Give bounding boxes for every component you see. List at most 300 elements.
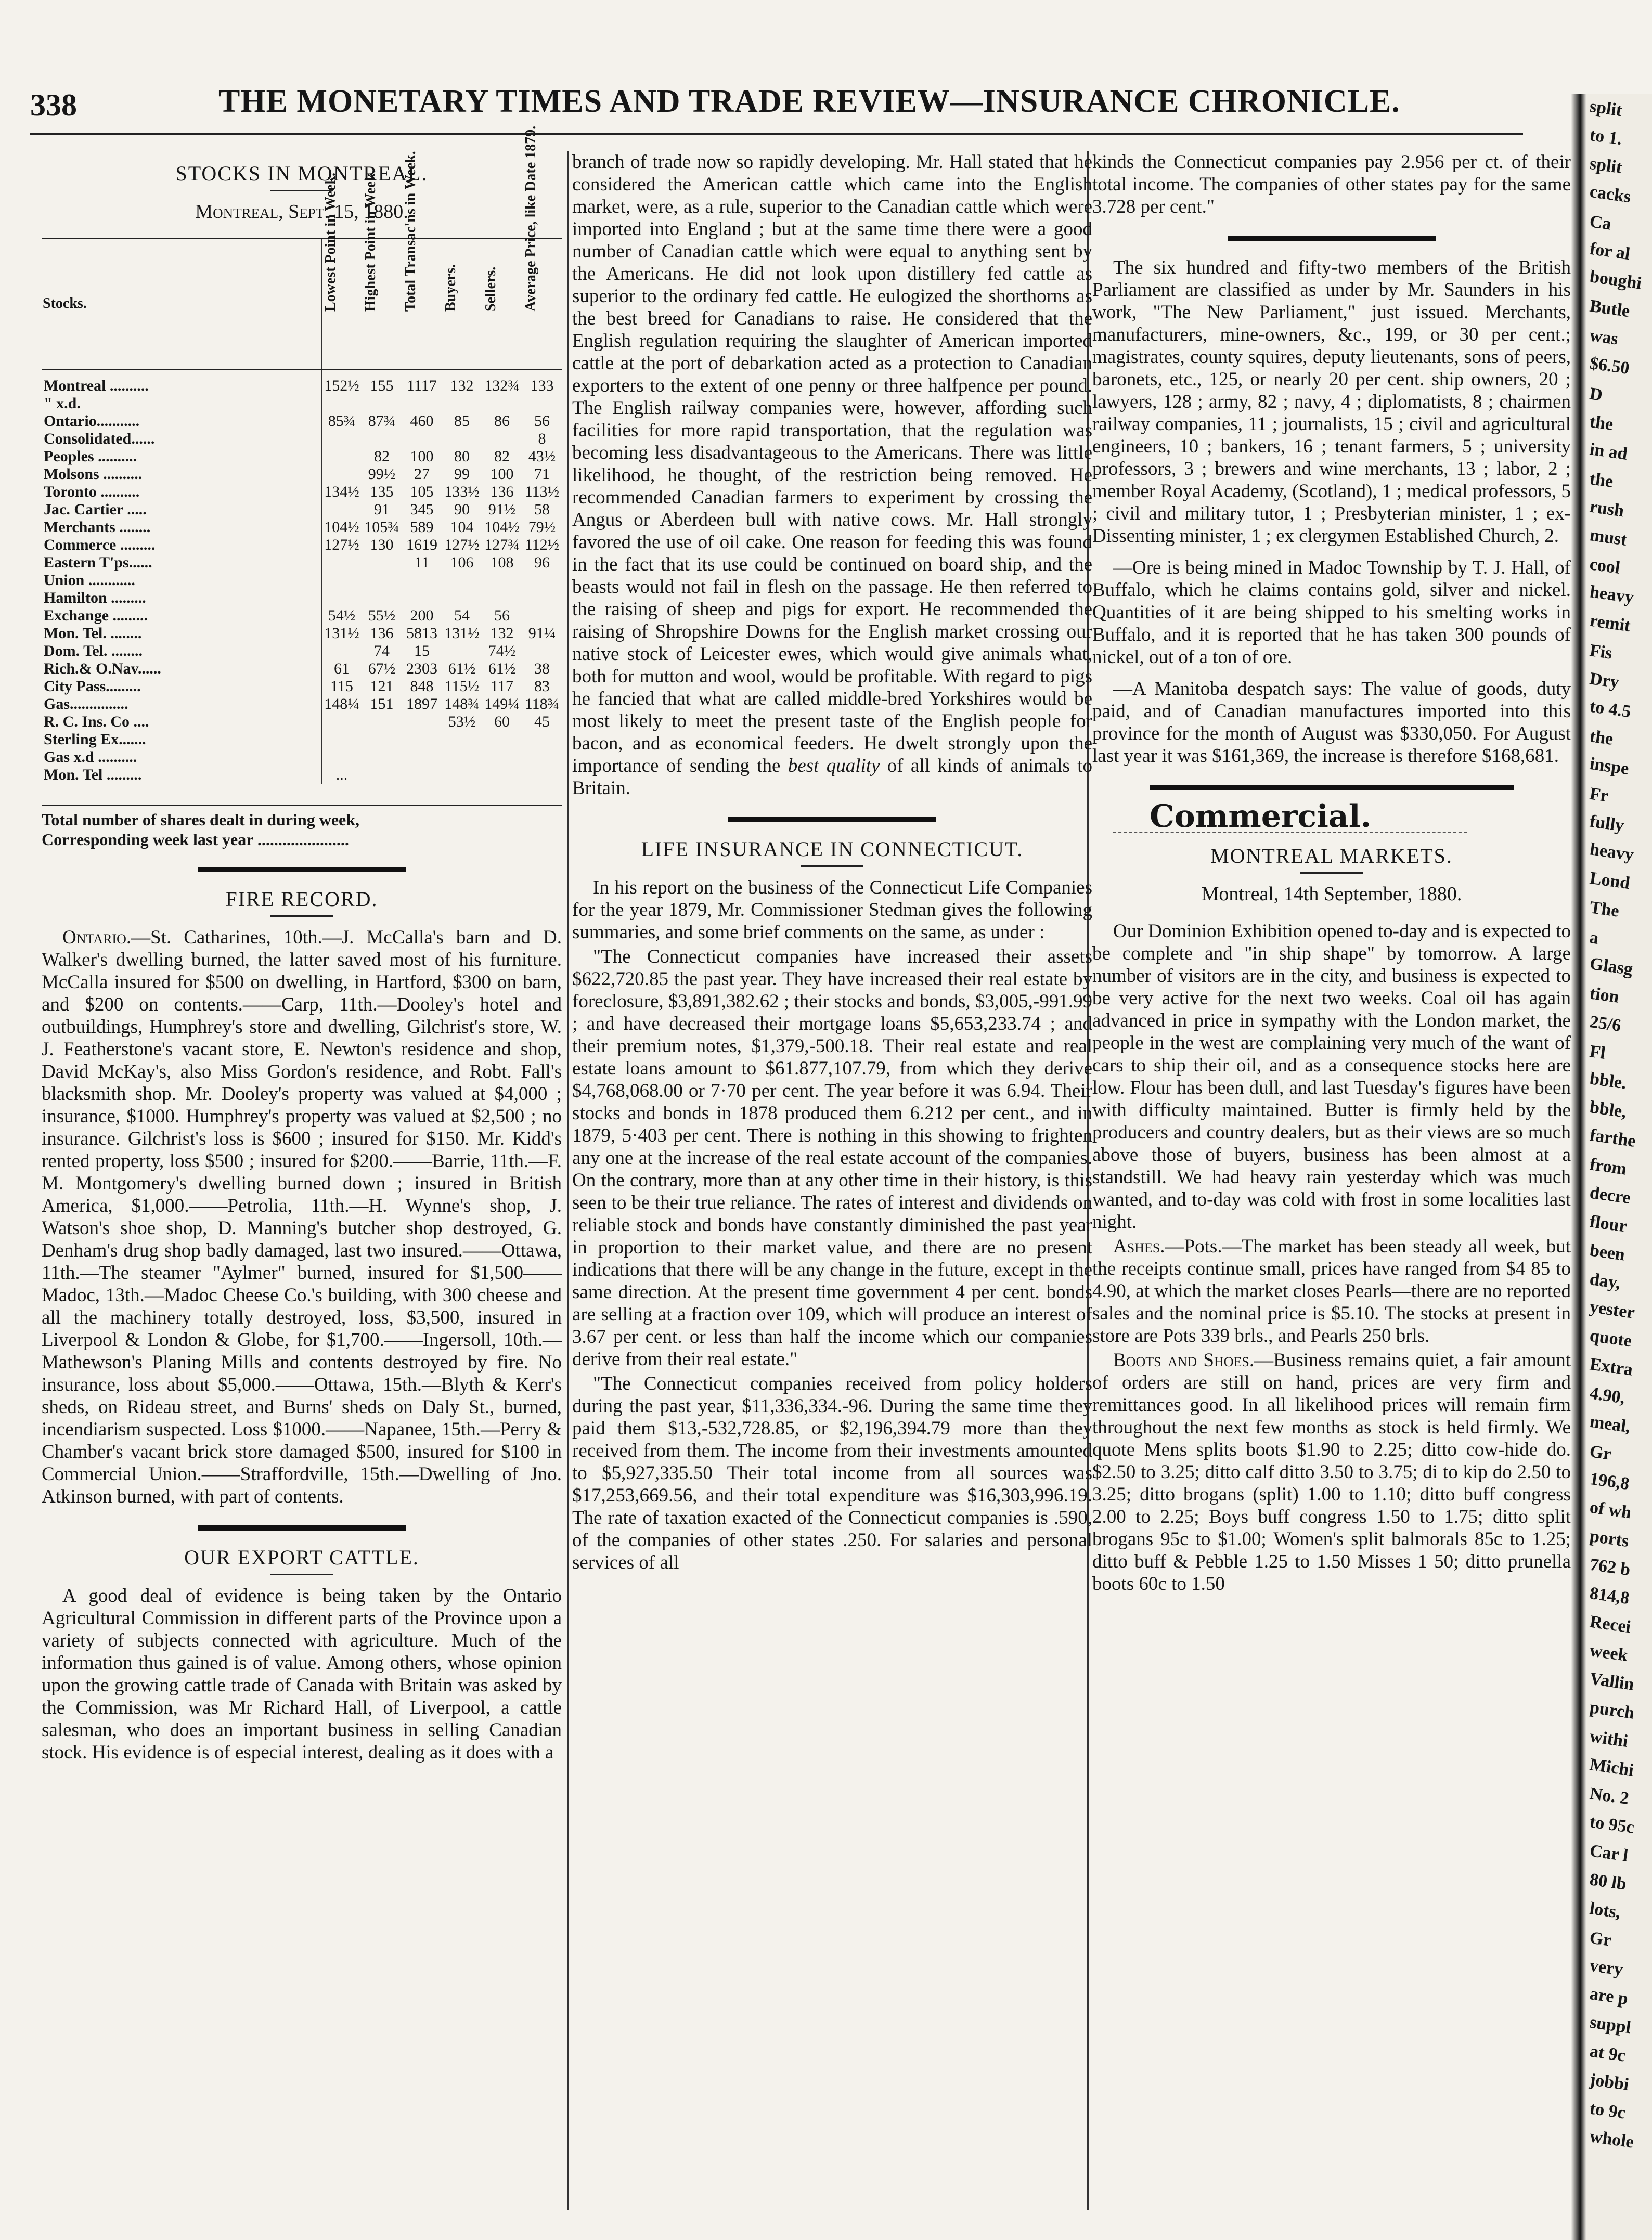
table-cell — [362, 395, 402, 412]
table-cell — [482, 731, 522, 748]
table-row — [42, 536, 562, 554]
cattle-text-b-main: branch of trade now so rapidly developing. Mr. Hall stated that he considered the American cattle which came into the English market, were, as a rule, superior to the Canadian cattle which were imported into England ; but at the same time there were a good number of Canadian cattle which were equal to anything sent by the Americans. He did not look upon distillery fed cattle as superior to the ordinary fed cattle. He eulogized the shorthorns as the best breed for Canadians to raise. He considered that the English regulation requiring the slaughter of American imported cattle at the port of debarkation acted as a protection to Canadian exporters to the extent of one penny or three halfpence per pound. The English railway companies were, however, affording such facilities for more rapid transportation, that the regulation was becoming less disadvantageous to the Americans. There was little likelihood, he thought, of the restriction being removed. He recommended Canadian farmers to experiment by crossing the Angus or Aberdeen bull with native cows. Mr. Hall strongly favored the use of oil cake. One reason for feeding this was found in the fact that its use could be continued on board ship, and the beasts would not fail in flesh on the passage. He then referred to the raising of sheep and pigs for export. He recommended the raising of Shropshire Downs for the English market crossing our native stock of Leicester ewes, which would give animals what, both for mutton and wool, would be profitable. With regard to pigs he fancied that what are called middle-bred Yorkshires would be most likely to meet the present taste of the English people for bacon, and as economical feeders. He dwelt strongly upon the importance of sending the — [572, 151, 1092, 776]
running-head: THE MONETARY TIMES AND TRADE REVIEW—INSURANCE CHRONICLE. — [218, 84, 1400, 119]
column-3 — [1092, 151, 1571, 1597]
strip-fragment: 80 lb — [1588, 1870, 1628, 1894]
table-row — [42, 748, 562, 766]
strip-fragment: split — [1588, 153, 1623, 178]
stock-name: R. C. Ins. Co .... — [44, 713, 149, 730]
title-rule — [270, 915, 333, 917]
table-cell: 61½ — [482, 660, 522, 678]
strip-fragment: meal, — [1588, 1412, 1632, 1437]
table-row — [42, 678, 562, 695]
strip-fragment: suppl — [1588, 2012, 1632, 2038]
table-cell: 99½ — [362, 465, 402, 483]
strip-fragment: 762 b — [1588, 1555, 1632, 1580]
table-cell: 132¾ — [482, 369, 522, 395]
table-cell: 133½ — [442, 483, 482, 501]
table-cell: 118¾ — [522, 695, 562, 713]
stock-name: City Pass......... — [44, 678, 141, 695]
table-cell: 15 — [402, 642, 442, 660]
table-cell — [402, 572, 442, 589]
strip-fragment: yester — [1588, 1297, 1636, 1323]
strip-fragment: Fr — [1588, 784, 1610, 806]
table-cell: 155 — [362, 369, 402, 395]
strip-fragment: the — [1588, 412, 1615, 434]
table-cell — [362, 731, 402, 748]
title-rule — [1300, 872, 1363, 874]
table-cell: 1619 — [402, 536, 442, 554]
table-cell: 67½ — [362, 660, 402, 678]
table-cell — [482, 395, 522, 412]
strip-fragment: Butle — [1588, 296, 1631, 321]
strip-fragment: Gr — [1588, 1442, 1612, 1464]
stocks-title: STOCKS IN MONTREAL. — [175, 162, 428, 185]
strip-fragment: Lond — [1588, 868, 1631, 894]
table-cell — [362, 572, 402, 589]
stock-name: Molsons .......... — [44, 465, 143, 483]
strip-fragment: Fl — [1588, 1042, 1607, 1063]
header-rule — [30, 133, 1523, 135]
table-row — [42, 766, 562, 784]
fire-province: Ontario. — [62, 927, 132, 948]
strip-fragment: must — [1588, 525, 1629, 550]
table-cell: 43½ — [522, 448, 562, 465]
strip-fragment: Glasg — [1588, 954, 1634, 979]
table-row — [42, 695, 562, 713]
strip-fragment: decre — [1588, 1183, 1632, 1208]
strip-fragment: 814,8 — [1588, 1583, 1631, 1609]
table-cell — [362, 748, 402, 766]
fire-text — [42, 926, 562, 1508]
table-row — [42, 713, 562, 731]
table-cell: 104½ — [322, 519, 362, 536]
strip-fragment: of wh — [1588, 1497, 1633, 1523]
table-row — [42, 572, 562, 589]
section-rule — [198, 867, 406, 872]
table-cell — [522, 642, 562, 660]
table-cell — [442, 572, 482, 589]
table-cell: 90 — [442, 501, 482, 519]
stock-name: Union ............ — [44, 572, 135, 589]
table-cell: 85¾ — [322, 412, 362, 430]
strip-fragment: 25/6 — [1588, 1012, 1622, 1036]
section-rule — [198, 1525, 406, 1531]
table-cell — [442, 766, 482, 784]
stock-name: Sterling Ex....... — [44, 731, 146, 748]
strip-fragment: Recei — [1588, 1612, 1632, 1637]
table-cell: 61½ — [442, 660, 482, 678]
strip-fragment: at 9c — [1588, 2041, 1627, 2066]
table-cell: 1897 — [402, 695, 442, 713]
table-cell — [322, 501, 362, 519]
table-cell: 460 — [402, 412, 442, 430]
table-cell: 200 — [402, 607, 442, 625]
table-cell — [362, 766, 402, 784]
table-cell: 104 — [442, 519, 482, 536]
table-cell: 112½ — [522, 536, 562, 554]
title-rule — [801, 865, 863, 867]
table-cell — [322, 395, 362, 412]
table-cell — [322, 430, 362, 448]
table-cell: 121 — [362, 678, 402, 695]
table-cell: 848 — [402, 678, 442, 695]
strip-fragment: was — [1588, 326, 1620, 349]
table-cell — [442, 731, 482, 748]
table-cell: 132 — [442, 369, 482, 395]
table-cell: 589 — [402, 519, 442, 536]
table-cell: 80 — [442, 448, 482, 465]
table-cell: 8 — [522, 430, 562, 448]
table-row — [42, 501, 562, 519]
table-cell: 345 — [402, 501, 442, 519]
stock-name: Eastern T'ps...... — [44, 554, 152, 571]
table-cell: 134½ — [322, 483, 362, 501]
strip-fragment: to 9c — [1588, 2099, 1627, 2123]
section-rule — [728, 817, 936, 822]
stock-name: Ontario........... — [44, 412, 140, 430]
table-cell — [402, 748, 442, 766]
table-cell: 148¼ — [322, 695, 362, 713]
stock-name: " x.d. — [44, 395, 81, 412]
table-row — [42, 607, 562, 625]
table-cell: 79½ — [522, 519, 562, 536]
stock-name: Exchange ......... — [44, 607, 148, 624]
table-cell — [322, 465, 362, 483]
table-row — [42, 625, 562, 642]
stocks-footer-total: Total number of shares dealt in during week, — [42, 810, 360, 829]
table-cell — [362, 713, 402, 731]
table-cell — [322, 589, 362, 607]
col-header-sellers: Sellers. — [482, 238, 522, 369]
column-2 — [572, 151, 1092, 1576]
page-gutter-shadow — [1571, 94, 1586, 2240]
table-cell — [322, 748, 362, 766]
table-cell: 11 — [402, 554, 442, 572]
strip-fragment: Ca — [1588, 212, 1613, 234]
table-cell: 127¾ — [482, 536, 522, 554]
table-cell: 100 — [482, 465, 522, 483]
table-cell: 91½ — [482, 501, 522, 519]
col-header-stocks: Stocks. — [42, 238, 322, 369]
stocks-dateline: Montreal, Sept. 15, 1880. — [195, 201, 408, 223]
strip-fragment: in ad — [1588, 439, 1629, 464]
table-cell — [362, 554, 402, 572]
life-intro: In his report on the business of the Connecticut Life Companies for the year 1879, Mr. Commissioner Stedman gives the following summaries, and some brief comments on the same, as under : — [572, 877, 1092, 943]
table-cell — [402, 395, 442, 412]
table-cell: 149¼ — [482, 695, 522, 713]
ashes-lead: Ashes. — [1113, 1236, 1165, 1257]
table-cell — [522, 395, 562, 412]
life-title: LIFE INSURANCE IN CONNECTICUT. — [641, 837, 1024, 861]
table-cell: 82 — [362, 448, 402, 465]
table-cell: 91¼ — [522, 625, 562, 642]
table-row — [42, 395, 562, 412]
stock-name: Gas x.d .......... — [44, 748, 137, 766]
strip-fragment: heavy — [1588, 839, 1635, 865]
col-header-buyers: Buyers. — [442, 238, 482, 369]
strip-fragment: are p — [1588, 1984, 1630, 2009]
table-cell — [402, 731, 442, 748]
strip-fragment: Extra — [1588, 1354, 1634, 1380]
table-cell: 56 — [482, 607, 522, 625]
strip-fragment: flour — [1588, 1212, 1629, 1236]
stock-name: Rich.& O.Nav...... — [44, 660, 161, 677]
table-row — [42, 430, 562, 448]
table-cell — [482, 766, 522, 784]
ore-note: —Ore is being mined in Madoc Township by T. J. Hall, of Buffalo, which he claims contains gold, silver and nickel. Quantities of it are being shipped to his smelting works in Buffalo, and it is reported that he has taken 300 pounds of nickel, out of a ton of ore. — [1092, 557, 1571, 668]
strip-fragment: 4.90, — [1588, 1383, 1627, 1408]
strip-fragment: farthe — [1588, 1125, 1637, 1151]
table-cell — [402, 430, 442, 448]
table-cell — [322, 448, 362, 465]
table-cell: 113½ — [522, 483, 562, 501]
table-cell — [522, 731, 562, 748]
table-cell — [322, 731, 362, 748]
table-cell: 45 — [522, 713, 562, 731]
stock-name: Jac. Cartier ..... — [44, 501, 147, 518]
strip-fragment: cacks — [1588, 182, 1632, 207]
table-cell: 132 — [482, 625, 522, 642]
table-cell — [482, 572, 522, 589]
table-cell — [522, 766, 562, 784]
life-quote-1: "The Connecticut companies have increased their assets $622,720.85 the past year. They have increased their real estate by foreclosure, $3,891,382.62 ; their stocks and bonds, $3,005,-991.99 ; and have decreased their mortgage loans $5,653,233.74 ; and their premium notes, $1,379,-500.18. Their real estate and real estate loans amount to $61.877,107.79, from which they derive $4,768,068.00 or 7·70 per cent. The year before it was 6.94. Their stocks and bonds in 1878 produced them 6.212 per cent., and in 1879, 5·403 per cent. There is nothing in this showing to frighten any one at the increase of the real estate account of the companies. On the contrary, more than at any other time in their history, is this seen to be their true reliance. The rates of interest and dividends on reliable stock and bonds have constantly diminished the past year in proportion to their market value, and there are no present indications that there will be any change in the future, except in the same direction. At the present time government 4 per cent. bonds are selling at a fraction over 109, which will produce an interest of 3.67 per cent. or less than half the income which our companies derive from their real estate." — [572, 946, 1092, 1370]
strip-fragment: fully — [1588, 811, 1625, 836]
stocks-footer — [42, 805, 562, 849]
cattle-text-b — [572, 151, 1092, 799]
table-cell: 53½ — [442, 713, 482, 731]
table-cell: 38 — [522, 660, 562, 678]
boots-lead: Boots and Shoes. — [1113, 1350, 1255, 1371]
stock-name: Dom. Tel. ........ — [44, 642, 143, 659]
strip-fragment: bble, — [1588, 1097, 1628, 1122]
col-header-highest: Highest Point in Week. — [362, 238, 402, 369]
stock-name: Peoples .......... — [44, 448, 137, 465]
column-1 — [42, 125, 562, 1766]
table-cell: 27 — [402, 465, 442, 483]
col-header-average: Average Price, like Date 1879. — [522, 238, 562, 369]
strip-fragment: $6.50 — [1588, 353, 1631, 379]
strip-fragment: Car l — [1588, 1841, 1630, 1866]
table-cell — [482, 748, 522, 766]
manitoba-note: —A Manitoba despatch says: The value of goods, duty paid, and of Canadian manufactures imported into this province for the month of August was $330,050. For August last year it was $161,369, the increase is therefore $168,681. — [1092, 678, 1571, 767]
table-cell: 151 — [362, 695, 402, 713]
strip-fragment: No. 2 — [1588, 1783, 1630, 1809]
table-cell — [442, 395, 482, 412]
table-cell — [482, 430, 522, 448]
table-row — [42, 369, 562, 395]
table-cell — [442, 430, 482, 448]
table-cell: 117 — [482, 678, 522, 695]
strip-fragment: a — [1588, 928, 1600, 949]
stock-name: Mon. Tel. ........ — [44, 625, 142, 642]
parliament-note: The six hundred and fifty-two members of the British Parliament are classified as under by Mr. Saunders in his work, "The New Parliament," just issued. Merchants, manufacturers, mine-owners, &c., 199, or 30 per cent.; magistrates, county squires, deputy lieutenants, sons of peers, baronets, etc., 125, or nearly 20 per cent. ship owners, 20 ; lawyers, 128 ; army, 82 ; navy, 4 ; diplomatists, 8 ; chairmen railway companies, 11 ; journalists, 15 ; civil and agricultural engineers, 10 ; bankers, 16 ; tenant farmers, 5 ; university professors, 3 ; brewers and wine merchants, 13 ; labor, 2 ; member Royal Academy, (Scotland), 1 ; medical professors, 5 ; civil and military tutor, 1 ; Presbyterian minister, 1 ; ex-Dissenting minister, 1 ; ex clergymen Established Church, 2. — [1092, 257, 1571, 547]
strip-fragment: from — [1588, 1155, 1628, 1179]
table-cell: 127½ — [442, 536, 482, 554]
table-cell: 55½ — [362, 607, 402, 625]
table-cell — [442, 589, 482, 607]
table-cell: 115½ — [442, 678, 482, 695]
facing-page-strip — [1586, 94, 1652, 2240]
strip-fragment: D — [1588, 384, 1604, 405]
table-cell — [322, 642, 362, 660]
cattle-text-a: A good deal of evidence is being taken by the Ontario Agricultural Commission in different parts of the Province upon a variety of subjects connected with agriculture. Much of the information thus gained is of value. Among others, whose opinion upon the growing cattle trade of Canada with Britain was asked by the Commission, was Mr Richard Hall, of Liverpool, a cattle salesman, who does an important business in selling Canadian stock. His evidence is of especial interest, dealing as it does with a — [42, 1585, 562, 1763]
table-cell: 136 — [362, 625, 402, 642]
strip-fragment: day, — [1588, 1270, 1622, 1293]
table-cell: 127½ — [322, 536, 362, 554]
table-cell: 136 — [482, 483, 522, 501]
table-cell: 83 — [522, 678, 562, 695]
table-cell: 135 — [362, 483, 402, 501]
table-row — [42, 519, 562, 536]
strip-fragment: week — [1588, 1641, 1629, 1665]
table-cell: 2303 — [402, 660, 442, 678]
table-cell — [482, 589, 522, 607]
ashes-body: —Pots.—The market has been steady all week, but the receipts continue small, prices have ranged from $4 85 to 4.90, at which the market closes Pearls—there are no reported sales and the nominal price is $5.10. The stocks at present in store are Pots 339 brls., and Pearls 250 brls. — [1092, 1236, 1571, 1346]
strip-fragment: the — [1588, 727, 1615, 749]
fire-body: —St. Catharines, 10th.—J. McCalla's barn and D. Walker's dwelling burned, the latter saved most of his furniture. McCalla insured for $500 on dwelling, in Hartford, $300 on barn, and $200 on contents.——Carp, 11th.—Dooley's hotel and outbuildings, Humphrey's store and dwelling, Gilchrist's store, W. J. Featherstone's vacant store, E. Newton's residence and shop, David McKay's, also Miss Gordon's residence, and Robt. Fall's blacksmith shop. Mr. Dooley's property was valued at $4,000 ; insurance, $1000. Humphrey's property was valued at $2,500 ; no insurance. Gilchrist's loss is $600 ; insured for $150. Mr. Kidd's rented property, loss $500 ; insured for $200.——Barrie, 11th.—F. M. Montgomery's dwelling burned down ; insured in British America, $1,000.——Petrolia, 11th.—H. Wynne's shop, J. Watson's shoe shop, D. Manning's butcher shop destroyed, G. Denham's drug shop badly damaged, last two insured.——Ottawa, 11th.—The steamer "Aylmer" burned, insured for $1,500——Madoc, 13th.—Madoc Cheese Co.'s building, with 300 cheese and all the machinery totally destroyed, loss, $3,500, insured in Liverpool & London & Globe, for $1,700.——Ingersoll, 10th.—Mathewson's Planing Mills and contents destroyed by fire. No insurance, loss about $5,000.——Ottawa, 15th.—Blyth & Kerr's sheds, on Rideau street, and Burns' sheds on Daly St., burned, incendiarism suspected. Loss $1000.——Napanee, 15th.—Perry & Chamber's vacant brick store damaged $500, insured for $100 in Commercial Union.——Straffordville, 15th.—Dwelling of Jno. Atkinson burned, with part of contents. — [42, 927, 562, 1507]
life-quote-2: "The Connecticut companies received from policy holders during the past year, $11,336,334.-96. During the same time they paid them $13,-532,728.85, or $2,196,394.79 more than they received from them. The income from their investments amounted to $5,927,335.50 Their total income from all sources was $17,253,669.56, and their total expenditure was $16,303,996.19. The rate of taxation exacted of the Connecticut companies is .590, of the companies of other states .250. For salaries and personal services of all — [572, 1373, 1092, 1573]
table-cell: 106 — [442, 554, 482, 572]
ashes-text — [1092, 1235, 1571, 1347]
strip-fragment: tion — [1588, 983, 1621, 1007]
table-cell: 74 — [362, 642, 402, 660]
cattle-title: OUR EXPORT CATTLE. — [184, 1546, 419, 1569]
table-cell: 131½ — [322, 625, 362, 642]
table-cell: 56 — [522, 412, 562, 430]
title-rule — [270, 1574, 333, 1575]
table-cell: 71 — [522, 465, 562, 483]
table-cell — [402, 766, 442, 784]
strip-fragment: very — [1588, 1956, 1624, 1980]
stock-name: Montreal .......... — [44, 377, 149, 394]
table-cell: 104½ — [482, 519, 522, 536]
strip-fragment: bble. — [1588, 1069, 1628, 1093]
table-cell — [362, 589, 402, 607]
stock-name: Merchants ........ — [44, 519, 151, 536]
table-cell: 54 — [442, 607, 482, 625]
page-number: 338 — [30, 88, 77, 122]
table-cell: 1117 — [402, 369, 442, 395]
strip-fragment: jobbi — [1588, 2069, 1630, 2095]
table-cell — [402, 589, 442, 607]
stocks-footer-last-year: Corresponding week last year ...................... — [42, 830, 349, 849]
table-cell — [522, 607, 562, 625]
stock-name: Hamilton ......... — [44, 589, 146, 606]
markets-text: Our Dominion Exhibition opened to-day and is expected to be complete and "in ship shape" by tomorrow. A large number of visitors are in the city, and business is expected to be very active for the next two weeks. Coal oil has again advanced in price in sympathy with the London market, the people in the west are complaining very much of the want of cars to ship their oil, and as a consequence stocks here are low. Flour has been dull, and last Tuesday's figures have been with difficulty maintained. Butter is firmly held by the producers and country dealers, but as their views are so much above those of buyers, business has been almost at a standstill. We had heavy rain yesterday which was much wanted, and to-day was cold with frost in some localities last night. — [1092, 921, 1571, 1233]
table-cell — [322, 572, 362, 589]
table-cell: 152½ — [322, 369, 362, 395]
table-cell: 148¾ — [442, 695, 482, 713]
strip-fragment: to 4.5 — [1588, 696, 1632, 722]
strip-fragment: split — [1588, 96, 1623, 121]
table-cell: 86 — [482, 412, 522, 430]
table-row — [42, 731, 562, 748]
table-row — [42, 465, 562, 483]
table-cell: 105¾ — [362, 519, 402, 536]
stock-name: Mon. Tel ......... — [44, 766, 142, 783]
strip-fragment: Vallin — [1588, 1669, 1635, 1694]
section-rule — [1150, 785, 1514, 790]
table-cell: 87¾ — [362, 412, 402, 430]
table-cell — [522, 572, 562, 589]
strip-fragment: Fis — [1588, 641, 1614, 663]
strip-fragment: heavy — [1588, 582, 1635, 607]
table-cell: 108 — [482, 554, 522, 572]
table-cell — [402, 713, 442, 731]
strip-fragment: withi — [1588, 1727, 1629, 1751]
table-cell — [362, 430, 402, 448]
strip-fragment: ports — [1588, 1526, 1630, 1551]
table-cell: 100 — [402, 448, 442, 465]
cattle-text-b-end: of all kinds of animals to Britain. — [572, 755, 1092, 799]
markets-dateline: Montreal, 14th September, 1880. — [1201, 883, 1462, 905]
stock-name: Gas............... — [44, 695, 128, 713]
stocks-table-body — [42, 369, 562, 784]
table-cell: 74½ — [482, 642, 522, 660]
strip-fragment: remit — [1588, 611, 1632, 636]
column-divider-1 — [567, 151, 569, 2210]
table-cell: 99 — [442, 465, 482, 483]
table-row — [42, 660, 562, 678]
strip-fragment: inspe — [1588, 754, 1630, 779]
table-cell — [322, 713, 362, 731]
table-cell: 5813 — [402, 625, 442, 642]
strip-fragment: to 95c — [1588, 1812, 1636, 1837]
strip-fragment: quote — [1588, 1326, 1633, 1351]
table-cell: 82 — [482, 448, 522, 465]
strip-fragment: to 1. — [1588, 125, 1623, 149]
strip-fragment: rush — [1588, 497, 1625, 521]
table-cell: 91 — [362, 501, 402, 519]
strip-fragment: The — [1588, 898, 1621, 921]
strip-fragment: been — [1588, 1240, 1627, 1265]
fire-title: FIRE RECORD. — [225, 887, 378, 911]
strip-fragment: Michi — [1588, 1755, 1635, 1780]
table-row — [42, 642, 562, 660]
section-rule — [1228, 236, 1436, 241]
table-cell: 131½ — [442, 625, 482, 642]
table-row — [42, 412, 562, 430]
boots-body: —Business remains quiet, a fair amount of orders are still on hand, prices are very firm and remittances good. In all likelihood prices will remain firm throughout the next few months as stock is held firmly. We quote Mens splits boots $1.90 to 2.25; ditto cow-hide do. $2.50 to 3.25; ditto calf ditto 3.50 to 3.75; di to kip do 2.50 to 3.25; ditto brogans (split) 1.00 to 1.10; ditto buff congress 2.00 to 2.25; Boys buff congress 1.50 to 1.75; ditto split brogans 95c to $1.00; Women's split balmorals 85c to 1.25; ditto buff & Pebble 1.25 to 1.50 Misses 1 50; ditto prunella boots 60c to 1.50 — [1092, 1350, 1571, 1595]
table-cell: 96 — [522, 554, 562, 572]
stock-name: Toronto .......... — [44, 483, 140, 500]
table-cell: 60 — [482, 713, 522, 731]
table-cell: 54½ — [322, 607, 362, 625]
stock-name: Consolidated...... — [44, 430, 155, 447]
stock-name: Commerce ......... — [44, 536, 156, 553]
table-cell: 85 — [442, 412, 482, 430]
table-cell: 58 — [522, 501, 562, 519]
boots-text — [1092, 1349, 1571, 1595]
life-continued: kinds the Connecticut companies pay 2.956 per ct. of their total income. The companies of other states pay for the same 3.728 per cent." — [1092, 151, 1571, 217]
strip-fragment: cool — [1588, 554, 1621, 578]
strip-fragment: boughi — [1588, 267, 1643, 293]
table-cell — [442, 748, 482, 766]
strip-fragment: for al — [1588, 239, 1632, 264]
table-cell: 130 — [362, 536, 402, 554]
strip-fragment: Gr — [1588, 1928, 1612, 1950]
strip-fragment: the — [1588, 469, 1615, 491]
table-cell — [322, 554, 362, 572]
table-row — [42, 448, 562, 465]
table-row — [42, 589, 562, 607]
table-cell — [522, 748, 562, 766]
strip-fragment: purch — [1588, 1698, 1636, 1723]
table-row — [42, 554, 562, 572]
strip-fragment: Dry — [1588, 669, 1621, 692]
table-cell: 105 — [402, 483, 442, 501]
